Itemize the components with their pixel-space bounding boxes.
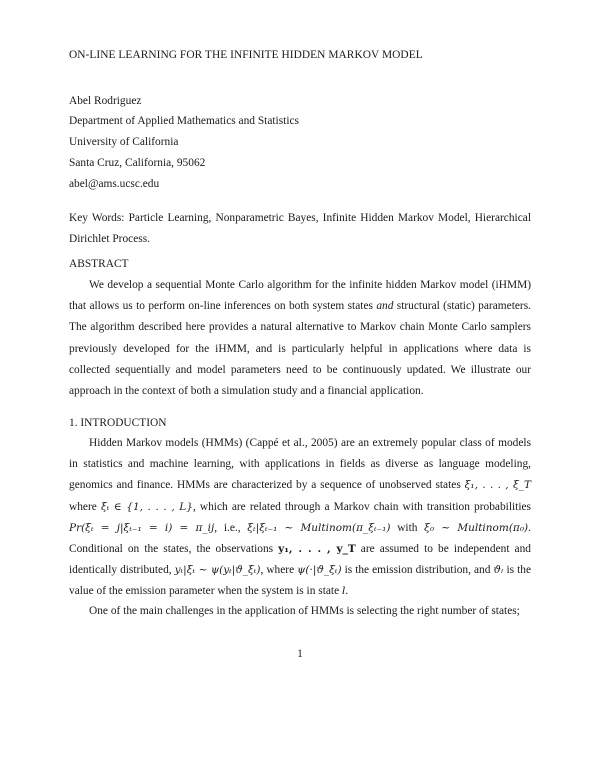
math-states: ξ₁, . . . , ξ_T — [464, 479, 531, 492]
page-number: 1 — [297, 648, 303, 660]
math-theta: ϑₗ — [493, 564, 504, 577]
intro-text: , which are related through a Markov chain with transition probabilities — [192, 500, 531, 513]
intro-text: . — [345, 585, 349, 598]
math-transition: Pr(ξₜ = j|ξₜ₋₁ = i) = π_ij — [69, 521, 215, 534]
intro-text: , where — [260, 564, 298, 577]
math-initial-state: ξ₀ ∼ Multinom(π₀) — [424, 521, 529, 534]
abstract-heading: ABSTRACT — [69, 258, 129, 270]
intro-text: where — [69, 500, 101, 513]
intro-text: are assumed to be independent and identically distributed, — [69, 543, 532, 577]
abstract-text — [69, 275, 531, 402]
author-name: Abel Rodriguez — [69, 95, 142, 107]
paper-title: ON-LINE LEARNING FOR THE INFINITE HIDDEN MARKOV MODEL — [69, 49, 423, 61]
intro-text: Hidden Markov models (HMMs) (Cappé et al., 2005) are an extremely popular class of models in statistics and machine learning, with applications in fields as diverse as language modeling, genomics and finance. HMMs are characterized by a sequence of unobserved states — [69, 437, 531, 492]
author-email: abel@ams.ucsc.edu — [69, 178, 160, 190]
abstract-text-part: structural (static) parameters. The algorithm described here provides a natural alternative to Markov chain Monte Carlo samplers previously developed for the iHMM, and is particularly helpful in applications where data is collected sequentially and model parameters need to be continuously updated. We illustrate our approach in the context of both a simulation study and a financial application. — [69, 300, 531, 398]
author-department: Department of Applied Mathematics and Statistics — [69, 115, 299, 127]
math-state-range: ξₜ ∈ {1, . . . , L} — [100, 500, 193, 513]
intro-text: , i.e., — [214, 521, 248, 534]
author-university: University of California — [69, 136, 179, 148]
intro-text: is the emission distribution, and — [341, 564, 494, 577]
math-l: l — [342, 585, 346, 598]
keywords: Key Words: Particle Learning, Nonparametric Bayes, Infinite Hidden Markov Model, Hierarchical Dirichlet Process. — [69, 212, 531, 245]
section-heading-introduction: 1. INTRODUCTION — [69, 417, 167, 429]
abstract-text-part: We develop a sequential Monte Carlo algorithm for the infinite hidden Markov model (iHMM) that allows us to perform on-line inferences on both system states — [69, 279, 531, 313]
intro-text: is the value of the emission parameter when the system is in state — [69, 564, 531, 598]
math-observations: y₁, . . . , y_T — [278, 543, 356, 556]
author-city: Santa Cruz, California, 95062 — [69, 157, 206, 169]
abstract-emphasis: and — [376, 300, 394, 313]
intro-paragraph-1 — [69, 433, 531, 603]
intro-text: with — [390, 521, 425, 534]
math-psi: ψ(·|ϑ_ξₜ) — [297, 564, 342, 577]
intro-text: . Conditional on the states, the observations — [69, 521, 531, 556]
intro-paragraph-2: One of the main challenges in the application of HMMs is selecting the right number of states; — [89, 605, 520, 617]
math-emission: yₜ|ξₜ ∼ ψ(yₜ|ϑ_ξₜ) — [174, 564, 261, 577]
math-multinomial: ξₜ|ξₜ₋₁ ∼ Multinom(π_ξₜ₋₁) — [247, 521, 391, 534]
